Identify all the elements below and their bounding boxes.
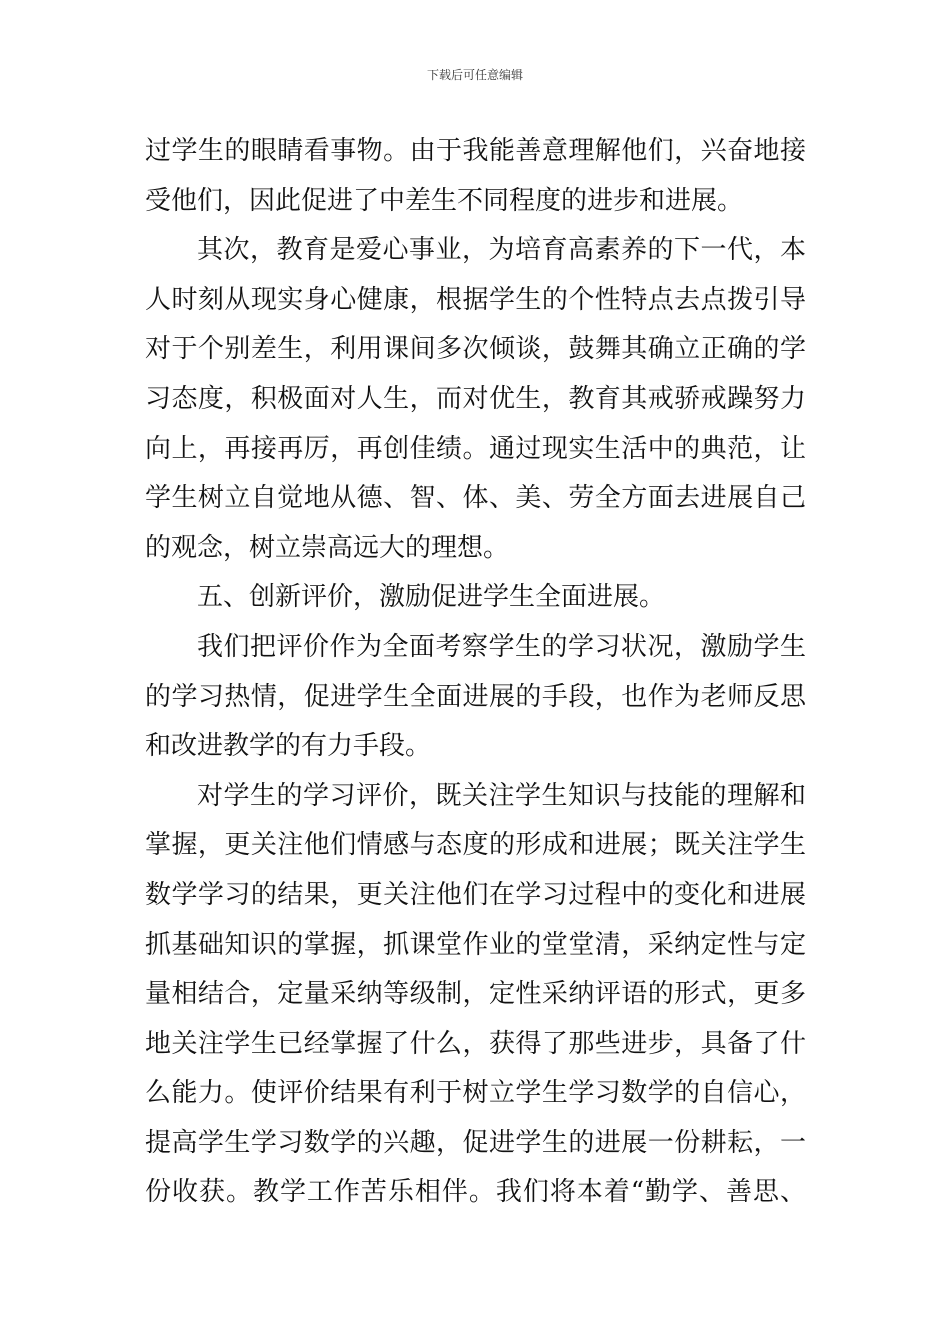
text-line: 地关注学生已经掌握了什么，获得了那些进步，具备了什 xyxy=(145,1028,806,1059)
text-line: 份收获。教学工作苦乐相伴。我们将本着“勤学、善思、 xyxy=(145,1177,806,1208)
text-line: 的观念，树立崇高远大的理想。 xyxy=(145,532,510,563)
text-line: 的学习热情，促进学生全面进展的手段，也作为老师反思 xyxy=(145,681,806,712)
text-line: 么能力。使评价结果有利于树立学生学习数学的自信心， xyxy=(145,1078,806,1109)
text-line: 人时刻从现实身心健康，根据学生的个性特点去点拨引导 xyxy=(145,284,806,315)
text-line: 过学生的眼睛看事物。由于我能善意理解他们，兴奋地接 xyxy=(145,136,806,166)
text-line: 量相结合，定量采纳等级制，定性采纳评语的形式，更多 xyxy=(145,979,806,1010)
text-line: 数学学习的结果，更关注他们在学习过程中的变化和进展 xyxy=(145,879,806,910)
text-line: 习态度，积极面对人生，而对优生，教育其戒骄戒躁努力 xyxy=(145,383,806,414)
text-line: 其次，教育是爱心事业，为培育高素养的下一代，本 xyxy=(197,235,806,266)
text-line: 受他们，因此促进了中差生不同程度的进步和进展。 xyxy=(145,185,744,216)
text-line: 向上，再接再厉，再创佳绩。通过现实生活中的典范，让 xyxy=(145,433,806,464)
text-line: 我们把评价作为全面考察学生的学习状况，激励学生 xyxy=(197,631,806,662)
text-line: 对学生的学习评价，既关注学生知识与技能的理解和 xyxy=(197,780,806,811)
text-line: 学生树立自觉地从德、智、体、美、劳全方面去进展自己 xyxy=(145,483,806,514)
text-line: 抓基础知识的掌握，抓课堂作业的堂堂清，采纳定性与定 xyxy=(145,929,806,960)
page-header: 下载后可任意编辑 xyxy=(426,68,523,82)
text-line: 五、创新评价，激励促进学生全面进展。 xyxy=(197,582,666,613)
text-line: 掌握，更关注他们情感与态度的形成和进展；既关注学生 xyxy=(145,830,806,861)
text-line: 提高学生学习数学的兴趣，促进学生的进展一份耕耘，一 xyxy=(145,1127,806,1158)
text-line: 和改进教学的有力手段。 xyxy=(145,731,432,762)
text-line: 对于个别差生，利用课间多次倾谈，鼓舞其确立正确的学 xyxy=(145,334,806,365)
document-body xyxy=(145,131,806,1222)
